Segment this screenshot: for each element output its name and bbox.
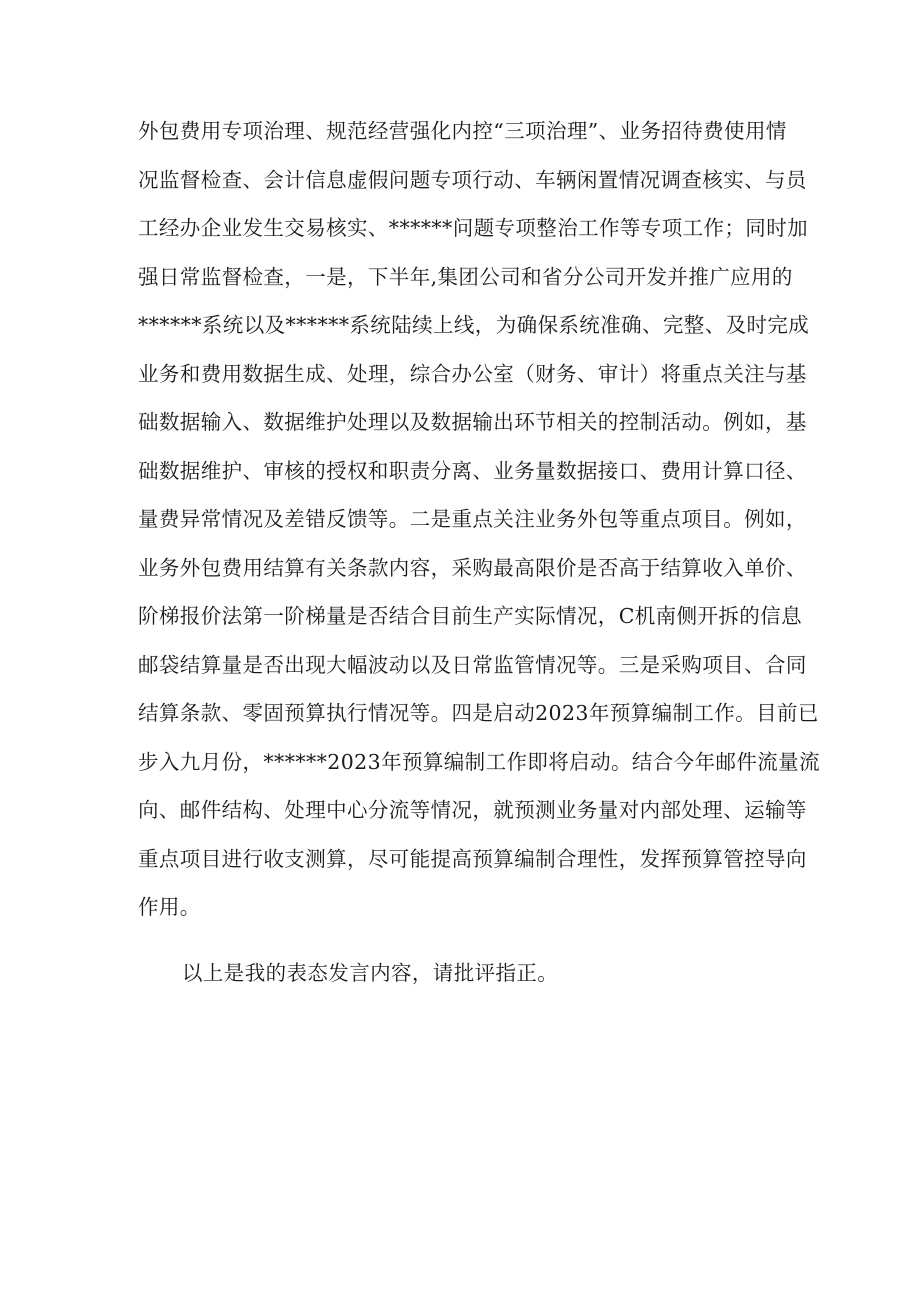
text-line: 础数据维护、审核的授权和职责分离、业务量数据接口、费用计算口径、: [138, 458, 807, 483]
text-line: 工经办企业发生交易核实、******问题专项整治工作等专项工作；同时加: [138, 216, 808, 240]
text-line: 础数据输入、数据维护处理以及数据输出环节相关的控制活动。例如，基: [138, 410, 807, 434]
text-line: 业务外包费用结算有关条款内容，采购最高限价是否高于结算收入单价、: [138, 555, 807, 580]
text-line: 重点项目进行收支测算，尽可能提高预算编制合理性，发挥预算管控导向: [138, 846, 807, 871]
text-line: 阶梯报价法第一阶梯量是否结合目前生产实际情况，C机南侧开拆的信息: [138, 604, 802, 628]
text-line: ******系统以及******系统陆续上线，为确保系统准确、完整、及时完成: [138, 313, 810, 337]
text-line: 步入九月份，******2023年预算编制工作即将启动。结合今年邮件流量流: [138, 749, 820, 774]
body-paragraph: [138, 107, 820, 932]
text-line: 邮袋结算量是否出现大幅波动以及日常监管情况等。三是采购项目、合同: [138, 652, 807, 677]
text-line: 以上是我的表态发言内容，请批评指正。: [182, 961, 559, 985]
text-line: 外包费用专项治理、规范经营强化内控“三项治理”、业务招待费使用情: [138, 119, 787, 143]
text-line: 作用。: [138, 895, 201, 919]
text-line: 量费异常情况及差错反馈等。二是重点关注业务外包等重点项目。例如，: [138, 507, 807, 531]
text-line: 业务和费用数据生成、处理，综合办公室（财务、审计）将重点关注与基: [138, 361, 807, 386]
text-line: 结算条款、零固预算执行情况等。四是启动2023年预算编制工作。目前已: [138, 701, 819, 725]
closing-paragraph: [182, 949, 828, 998]
text-line: 强日常监督检查，一是，下半年,集团公司和省分公司开发并推广应用的: [138, 264, 793, 289]
text-line: 向、邮件结构、处理中心分流等情况，就预测业务量对内部处理、运输等: [138, 798, 807, 822]
text-line: 况监督检查、会计信息虚假问题专项行动、车辆闲置情况调查核实、与员: [138, 167, 807, 192]
